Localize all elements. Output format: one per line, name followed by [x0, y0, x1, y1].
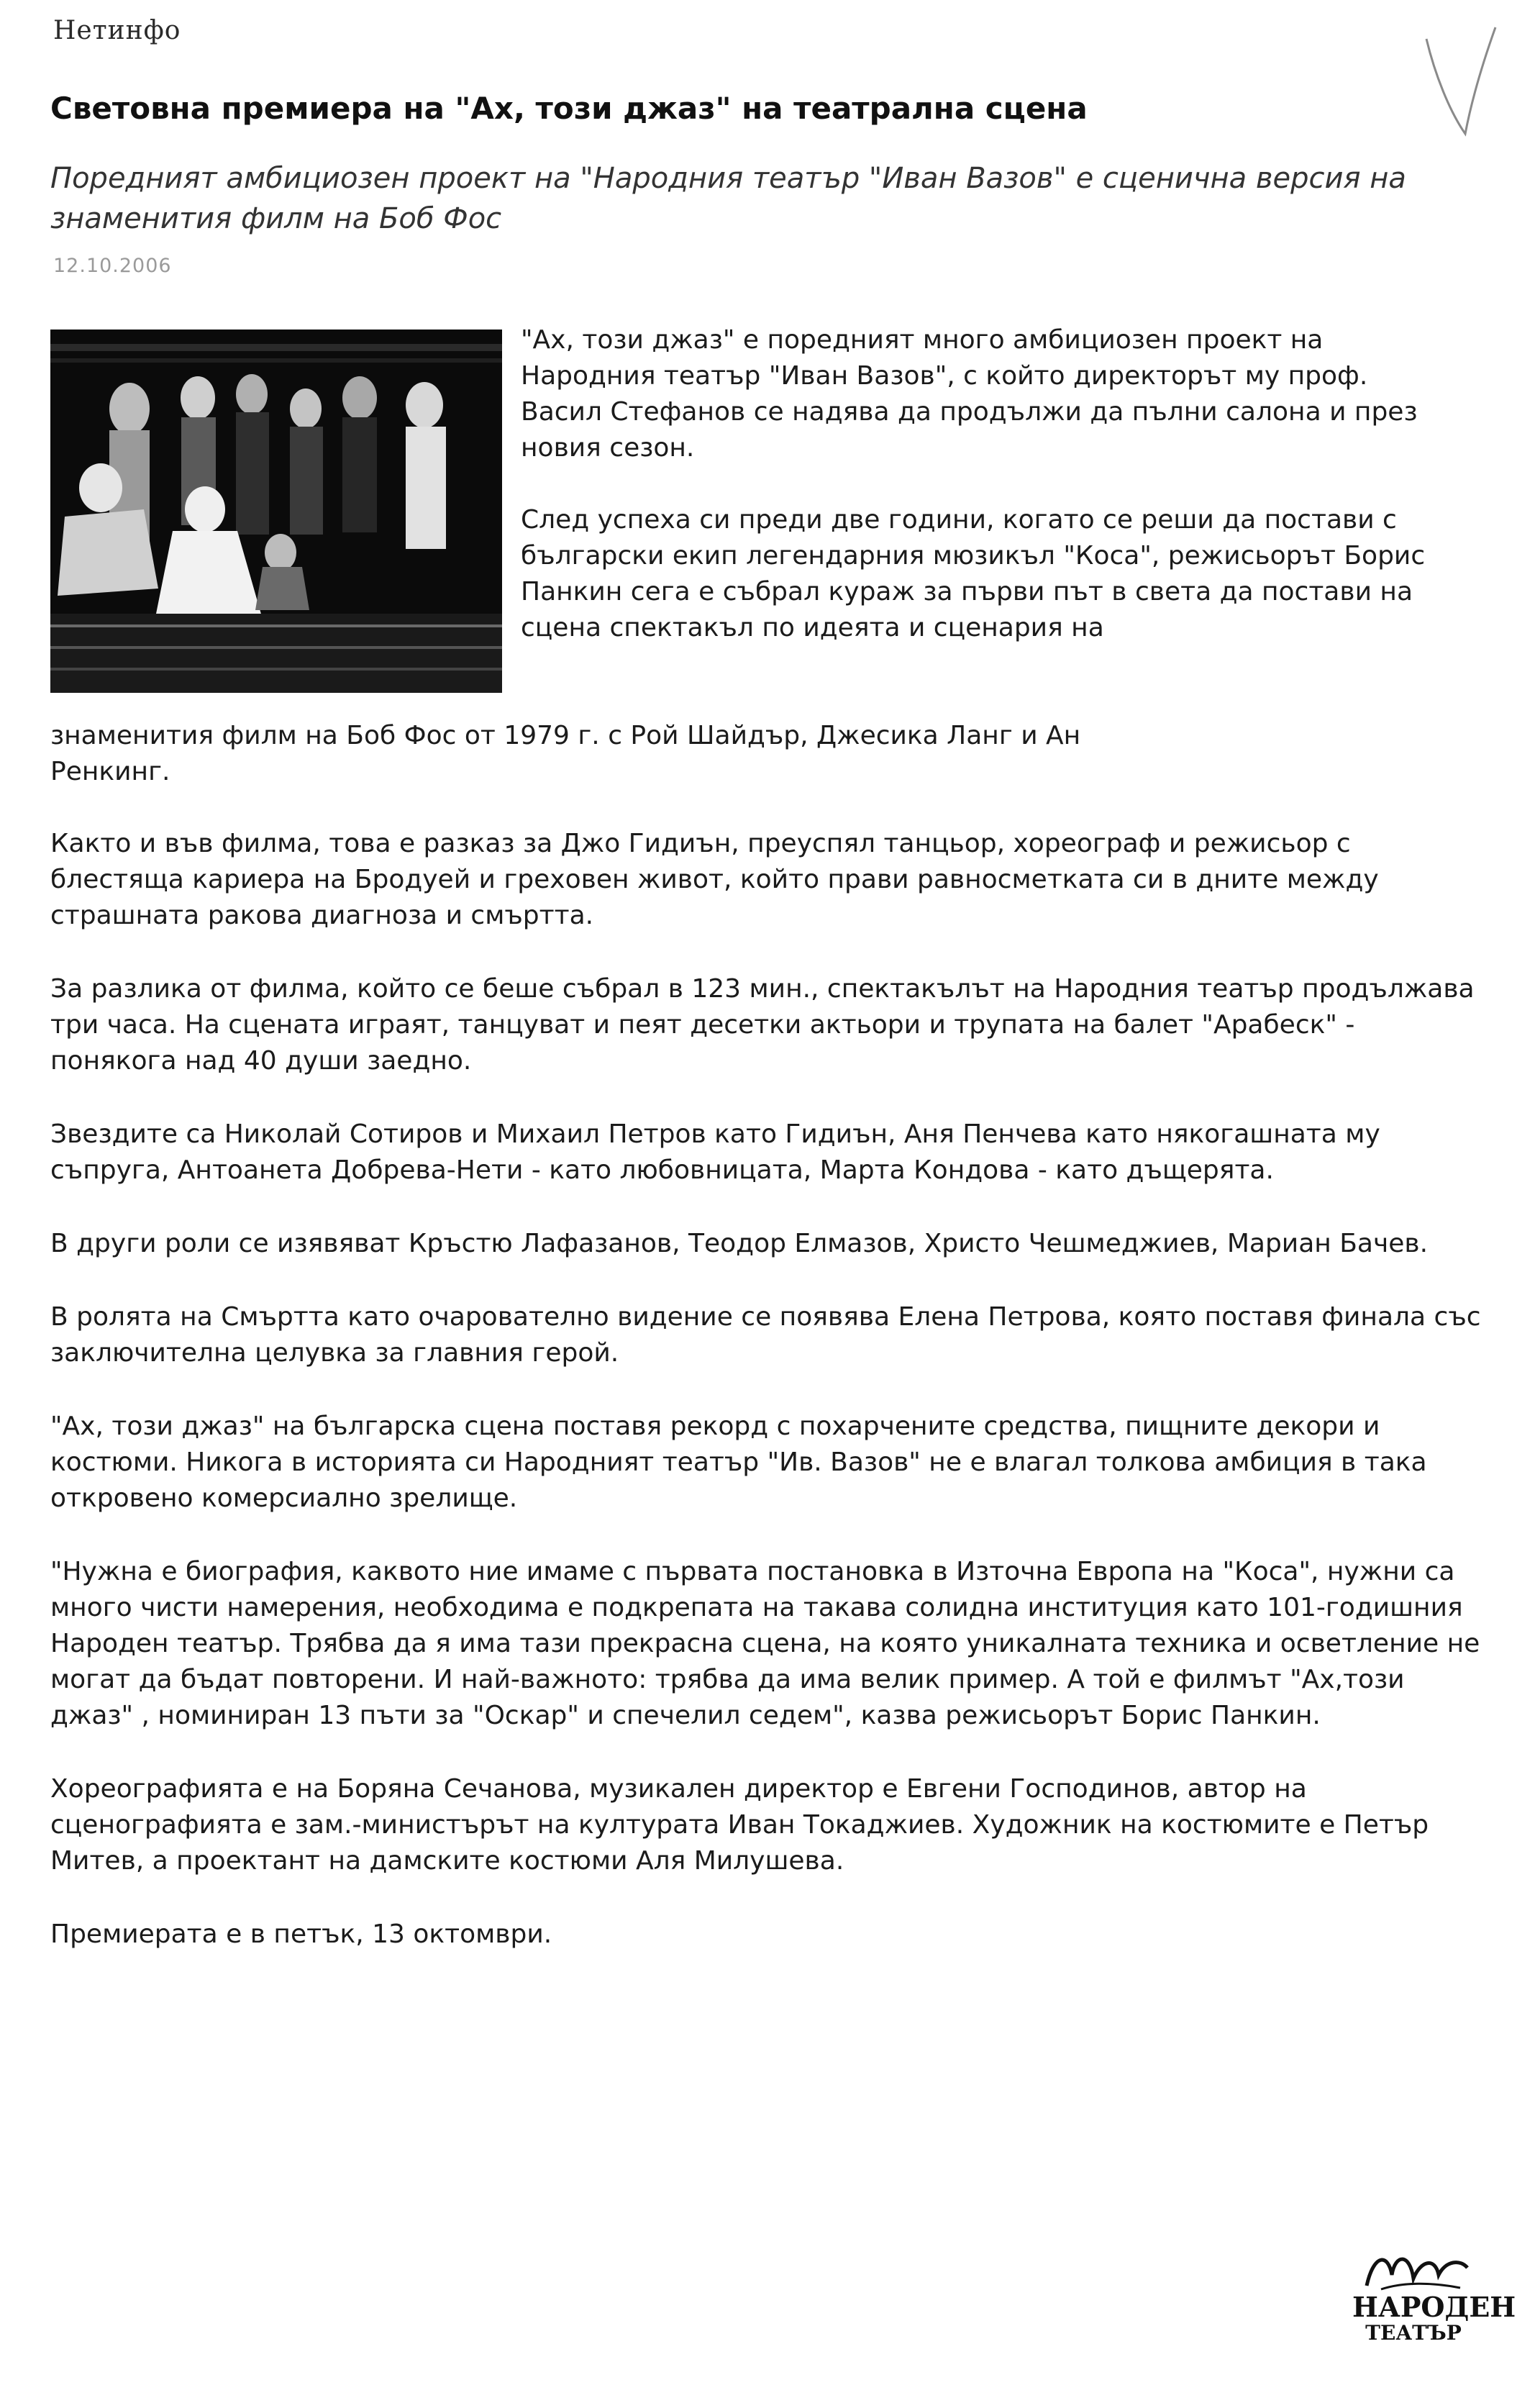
body-paragraph: Хореографията е на Боряна Сечанова, музикален директор е Евгени Господинов, автор на сценографията е зам.-министърът на културата Иван Токаджиев. Художник на костюмите е Петър Митев, а проектант на дамските костюми Аля Милушева.: [50, 1774, 1429, 1876]
body-paragraph: В други роли се изявяват Кръстю Лафазанов, Теодор Елмазов, Христо Чешмеджиев, Мариан Бачев.: [50, 1229, 1429, 1258]
body-paragraph: В ролята на Смъртта като очарователно видение се появява Елена Петрова, която поставя финала със заключителна целувка за главния герой.: [50, 1302, 1481, 1368]
article-title: Световна премиера на "Ах, този джаз" на театрална сцена: [50, 91, 1088, 126]
national-theatre-logo: [1352, 2246, 1516, 2354]
body-paragraph: За разлика от филма, който се беше събрал в 123 мин., спектакълът на Народния театър продължава три часа. На сцената играят, танцуват и пеят десетки актьори и трупата на балет "Арабеск" - понякога над 40 души заедно.: [50, 974, 1475, 1076]
logo-line-1: НАРОДЕН: [1352, 2291, 1516, 2323]
body-paragraph: Звездите са Николай Сотиров и Михаил Петров като Гидиън, Аня Пенчева като някогашната му съпруга, Антоанета Добрева-Нети - като любовницата, Марта Кондова - като дъщерята.: [50, 1119, 1380, 1185]
production-photo: [50, 330, 502, 693]
article-intro: [521, 322, 1456, 682]
body-paragraph: Премиерата е в петък, 13 октомври.: [50, 1919, 552, 1949]
body-paragraph: "Ах, този джаз" на българска сцена поставя рекорд с похарчените средства, пищните декори и костюми. Никога в историята си Народният театър "Ив. Вазов" не е влагал толкова амбиция в така откровено комерсиално зрелище.: [50, 1412, 1427, 1513]
handwritten-check-mark: [1421, 24, 1500, 140]
article-lead: Поредният амбициозен проект на "Народния театър "Иван Вазов" е сценична версия на знаменития филм на Боб Фос: [50, 162, 1406, 235]
body-paragraph: "Нужна е биография, каквото ние имаме с първата постановка в Източна Европа на "Коса", нужни са много чисти намерения, необходима е подкрепата на такава солидна институция като 101-годишния Народен театър. Трябва да я има тази прекрасна сцена, на която уникалната техника и осветление не могат да бъдат повторени. И най-важното: трябва да има велик пример. А той е филмът "Ах,този джаз" , номиниран 13 пъти за "Оскар" и спечелил седем", казва режисьорът Борис Панкин.: [50, 1557, 1480, 1730]
intro-paragraph-continuation: знаменития филм на Боб Фос от 1979 г. с Рой Шайдър, Джесика Ланг и Ан Ренкинг.: [50, 721, 1081, 786]
article-date: 12.10.2006: [53, 255, 172, 277]
logo-script-mark-icon: [1352, 2246, 1475, 2296]
logo-line-2: ТЕАТЪР: [1365, 2321, 1462, 2345]
article-body: [50, 826, 1489, 1990]
body-paragraph: Както и във филма, това е разказ за Джо Гидиън, преуспял танцьор, хореограф и режисьор с блестяща кариера на Бродуей и греховен живот, който прави равносметката си в дните между страшната ракова диагноза и смъртта.: [50, 829, 1379, 930]
production-photo-icon: [50, 330, 502, 693]
source-name: Нетинфо: [53, 16, 181, 45]
intro-paragraph: "Ах, този джаз" е поредният много амбициозен проект на Народния театър "Иван Вазов", с който директорът му проф. Васил Стефанов се надява да продължи да пълни салона и през новия сезон.: [521, 325, 1418, 463]
intro-paragraph: След успеха си преди две години, когато се реши да постави с български екип легендарния мюзикъл "Коса", режисьорът Борис Панкин сега е събрал кураж за първи път в света да постави на сцена спектакъл по идеята и сценария на: [521, 505, 1426, 642]
